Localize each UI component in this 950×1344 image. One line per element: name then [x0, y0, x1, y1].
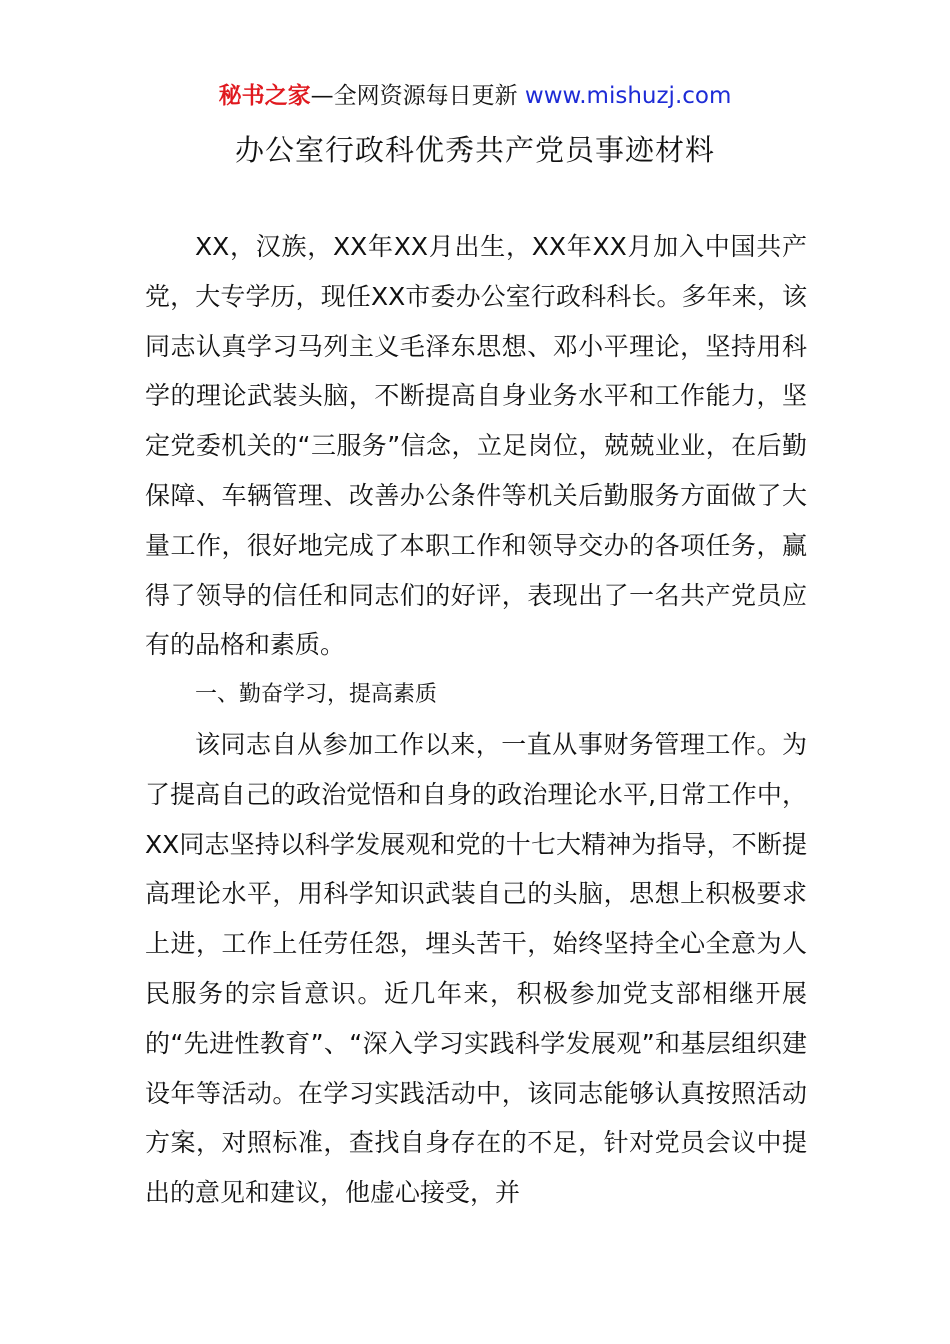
site-header [0, 80, 950, 112]
section-paragraph: 该同志自从参加工作以来，一直从事财务管理工作。为了提高自己的政治觉悟和自身的政治理论水平,日常工作中，XX同志坚持以科学发展观和党的十七大精神为指导，不断提高理论水平，用科学知识武装自己的头脑，思想上积极要求上进，工作上任劳任怨，埋头苦干，始终坚持全心全意为人民服务的宗旨意识。近几年来，积极参加党支部相继开展的“先进性教育”、“深入学习实践科学发展观”和基层组织建设年等活动。在学习实践活动中，该同志能够认真按照活动方案，对照标准，查找自身存在的不足，针对党员会议中提出的意见和建议，他虚心接受，并 [145, 729, 807, 1208]
document-body [145, 222, 807, 1218]
document-title: 办公室行政科优秀共产党员事迹材料 [234, 133, 715, 167]
brand-name: 秘书之家 [218, 83, 311, 109]
site-url-link[interactable]: www.mishuzj.com [524, 83, 732, 109]
intro-paragraph: XX，汉族，XX年XX月出生，XX年XX月加入中国共产党，大专学历，现任XX市委办公室行政科科长。多年来，该同志认真学习马列主义毛泽东思想、邓小平理论，坚持用科学的理论武装头脑，不断提高自身业务水平和工作能力，坚定党委机关的“三服务”信念，立足岗位，兢兢业业，在后勤保障、车辆管理、改善办公条件等机关后勤服务方面做了大量工作，很好地完成了本职工作和领导交办的各项任务，赢得了领导的信任和同志们的好评，表现出了一名共产党员应有的品格和素质。 [145, 232, 807, 660]
header-tagline: —全网资源每日更新 [310, 83, 525, 109]
section-heading: 一、勤奋学习，提高素质 [195, 682, 438, 708]
